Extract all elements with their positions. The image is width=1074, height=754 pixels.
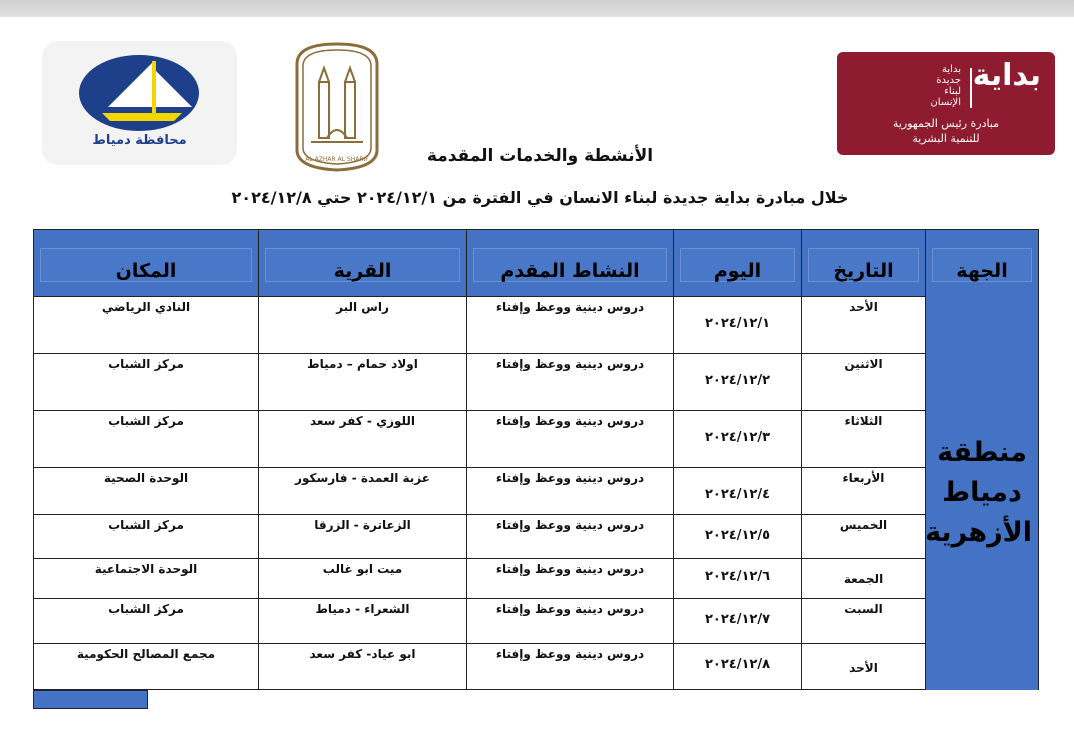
header-activity bbox=[466, 230, 673, 296]
header-date-label: التاريخ bbox=[833, 260, 894, 282]
header-village bbox=[258, 230, 466, 296]
cell-day: الجمعة bbox=[843, 572, 884, 586]
cell-village: الشعراء - دمياط bbox=[315, 602, 410, 616]
cell-place: مجمع المصالح الحكومية bbox=[76, 647, 216, 661]
cell-activity: دروس دينية ووعظ وإفتاء bbox=[495, 357, 645, 371]
page-subtitle: خلال مبادرة بداية جديدة لبناء الانسان في الفترة من ٢٠٢٤/١٢/١ حتي ٢٠٢٤/١٢/٨ bbox=[231, 188, 849, 207]
cell-place: مركز الشباب bbox=[108, 357, 184, 371]
region-label: منطقة دمياط الأزهرية bbox=[925, 437, 1032, 548]
cell-village: راس البر bbox=[336, 300, 389, 314]
cell-activity: دروس دينية ووعظ وإفتاء bbox=[495, 647, 645, 661]
cell-date: ٢٠٢٤/١٢/١ bbox=[704, 316, 771, 331]
bidaya-logo bbox=[837, 52, 1055, 155]
cell-village: الزعاترة - الزرقا bbox=[314, 518, 411, 532]
damietta-logo bbox=[42, 41, 237, 165]
header-day bbox=[673, 230, 801, 296]
cell-village: اللوزي - كفر سعد bbox=[309, 414, 416, 428]
region-cell bbox=[925, 296, 1038, 690]
cell-date: ٢٠٢٤/١٢/٦ bbox=[704, 569, 771, 584]
cell-date: ٢٠٢٤/١٢/٧ bbox=[704, 612, 771, 627]
cell-place: مركز الشباب bbox=[108, 518, 184, 532]
schedule-table bbox=[33, 229, 1039, 690]
cell-day: الثلاثاء bbox=[844, 414, 883, 428]
cell-activity: دروس دينية ووعظ وإفتاء bbox=[495, 562, 645, 576]
header-jiha-label: الجهة bbox=[956, 260, 1008, 282]
cell-date: ٢٠٢٤/١٢/٥ bbox=[704, 528, 771, 543]
table-row bbox=[34, 598, 1038, 644]
cell-date: ٢٠٢٤/١٢/٤ bbox=[704, 487, 771, 502]
azhar-logo-text: AL AZHAR AL SHARIF bbox=[305, 156, 369, 163]
cell-day: الاثنين bbox=[844, 357, 883, 371]
cell-place: مركز الشباب bbox=[108, 414, 184, 428]
header-day-label: اليوم bbox=[713, 260, 762, 282]
cell-activity: دروس دينية ووعظ وإفتاء bbox=[495, 471, 645, 485]
cell-day: الخميس bbox=[839, 518, 888, 532]
cell-activity: دروس دينية ووعظ وإفتاء bbox=[495, 300, 645, 314]
cell-activity: دروس دينية ووعظ وإفتاء bbox=[495, 602, 645, 616]
bidaya-logo-small: بداية جديدة لبناء الإنسان bbox=[930, 64, 961, 108]
damietta-logo-text: محافظة دمياط bbox=[92, 133, 187, 148]
azhar-mosque-icon bbox=[289, 38, 385, 174]
top-bar bbox=[0, 0, 1074, 17]
cell-village: اولاد حمام – دمياط bbox=[307, 357, 418, 371]
footer-chip bbox=[33, 690, 148, 709]
page-title: الأنشطة والخدمات المقدمة bbox=[426, 146, 654, 166]
bidaya-logo-sub: مبادرة رئيس الجمهورية للتنمية البشرية bbox=[892, 117, 1000, 145]
cell-day: الأربعاء bbox=[842, 471, 885, 485]
cell-date: ٢٠٢٤/١٢/٨ bbox=[704, 657, 771, 672]
cell-place: الوحدة الصحية bbox=[103, 471, 189, 485]
cell-place: النادي الرياضي bbox=[101, 300, 191, 314]
header-place-label: المكان bbox=[115, 260, 177, 282]
cell-place: مركز الشباب bbox=[108, 602, 184, 616]
cell-activity: دروس دينية ووعظ وإفتاء bbox=[495, 414, 645, 428]
cell-village: ابو عياد- كفر سعد bbox=[309, 647, 416, 661]
azhar-logo bbox=[289, 38, 385, 174]
cell-date: ٢٠٢٤/١٢/٢ bbox=[704, 373, 771, 388]
bidaya-logo-mark: بداية bbox=[972, 58, 1041, 93]
table-row bbox=[34, 296, 1038, 354]
header-village-label: القرية bbox=[333, 260, 392, 282]
cell-village: عزبة العمدة - فارسكور bbox=[295, 471, 430, 485]
header-place bbox=[34, 230, 258, 296]
cell-place: الوحدة الاجتماعية bbox=[94, 562, 198, 576]
cell-day: الأحد bbox=[849, 300, 878, 314]
cell-date: ٢٠٢٤/١٢/٣ bbox=[704, 430, 771, 445]
header-jiha bbox=[925, 230, 1038, 296]
bidaya-logo-divider bbox=[970, 68, 972, 108]
cell-day: السبت bbox=[844, 602, 883, 616]
table-row bbox=[34, 643, 1038, 689]
header-date bbox=[801, 230, 925, 296]
header-activity-label: النشاط المقدم bbox=[500, 260, 640, 282]
cell-activity: دروس دينية ووعظ وإفتاء bbox=[495, 518, 645, 532]
table-row bbox=[34, 514, 1038, 559]
cell-day: الأحد bbox=[849, 661, 878, 675]
table-header bbox=[34, 230, 1038, 297]
table-row bbox=[34, 558, 1038, 599]
table-row bbox=[34, 467, 1038, 515]
cell-village: ميت ابو غالب bbox=[322, 562, 403, 576]
table-row bbox=[34, 353, 1038, 411]
table-row bbox=[34, 410, 1038, 468]
